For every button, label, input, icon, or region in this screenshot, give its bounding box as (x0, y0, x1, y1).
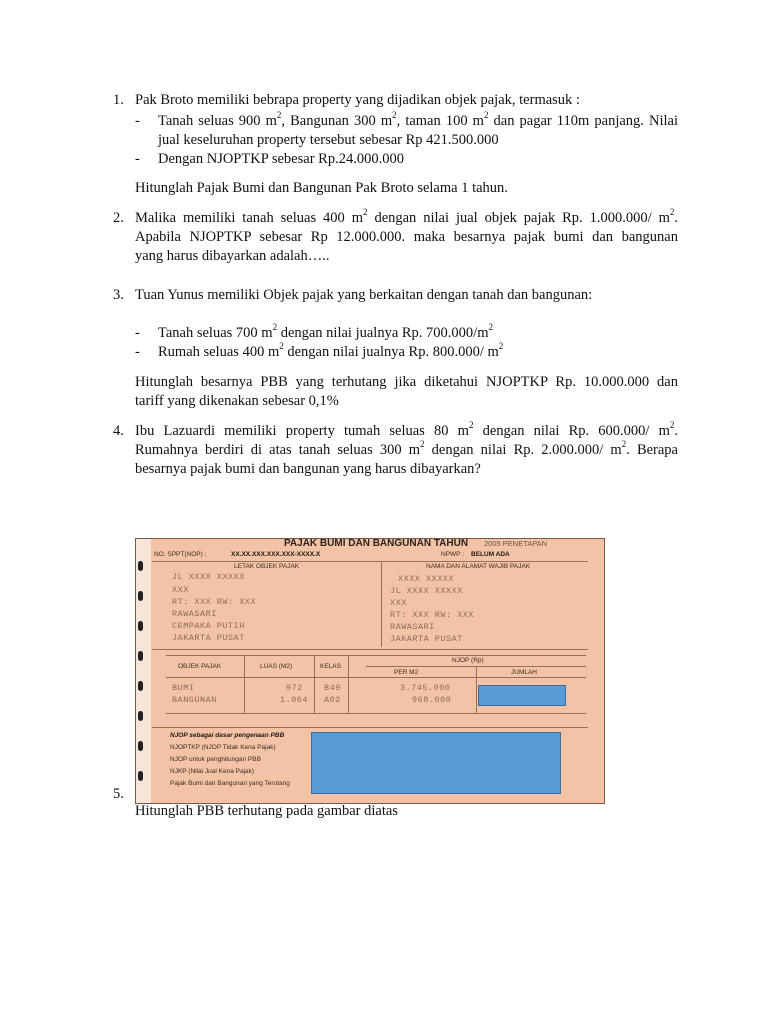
form-title-year: 2005 PENETAPAN (484, 539, 548, 548)
row-objek: BANGUNAN (172, 695, 217, 705)
q2-line-1: Malika memiliki tanah seluas 400 $m^2$ dengan nilai jual objek pajak Rp. 1.000.000/ $m^2$. (135, 207, 678, 226)
summary-item: Pajak Bumi dan Bangunan yang Terutang (170, 780, 290, 787)
perforation-hole (138, 741, 143, 751)
perforation-hole (138, 561, 143, 571)
question-number: 2. (113, 210, 124, 226)
letak-line: CEMPAKA PUTIH (172, 621, 245, 631)
row-per-m2: 3.745.000 (400, 683, 451, 693)
q1-task: Hitunglah Pajak Bumi dan Bangunan Pak Broto selama 1 tahun. (135, 180, 508, 196)
q2-line-3: yang harus dibayarkan adalah….. (135, 248, 330, 264)
pbb-tax-form-image (135, 538, 605, 804)
q3-bullet-1: - Tanah seluas 700 $m^2$ dengan nilai jualnya Rp. $700.000/m^2$ (135, 322, 493, 341)
letak-line: XXX (172, 585, 189, 595)
perforation-hole (138, 591, 143, 601)
redacted-summary-box (311, 732, 561, 794)
redacted-jumlah-box (478, 685, 566, 706)
question-intro: Pak Broto memiliki bebrapa property yang dijadikan objek pajak, termasuk : (135, 92, 580, 108)
form-perforated-edge (136, 539, 151, 803)
question-number: 1. (113, 92, 124, 108)
npwp-label: NPWP : (441, 551, 464, 558)
wp-line: JL XXXX XXXXX (390, 586, 463, 596)
q1-bullet-1: - Tanah seluas 900 $m^2$, Bangunan 300 $m^2$, taman 100 $m^2$ dan pagar 110m panjang. Nilai jual keseluruhan property tersebut sebesar Rp 421.500.000 (135, 110, 678, 148)
form-title: PAJAK BUMI DAN BANGUNAN TAHUN (284, 538, 469, 549)
row-kelas: B49 (324, 683, 341, 693)
summary-item: NJOPTKP (NJOP Tidak Kena Pajak) (170, 744, 276, 751)
q4-line-3: besarnya pajak bumi dan bangunan yang harus dibayarkan? (135, 461, 481, 477)
q4-line-2: Rumahnya berdiri di atas tanah seluas 300 $m^2$ dengan nilai Rp. 2.000.000/ $m^2$. Berapa (135, 439, 678, 458)
q5-task: Hitunglah PBB terhutang pada gambar diatas (135, 803, 398, 819)
letak-line: RAWASARI (172, 609, 217, 619)
wp-line: XXXX XXXXX (398, 574, 455, 584)
q1-bullet-1-line-2: jual keseluruhan property tersebut sebesar Rp 421.500.000 (158, 132, 499, 148)
row-objek: BUMI (172, 683, 195, 693)
perforation-hole (138, 651, 143, 661)
col-jumlah: JUMLAH (511, 669, 538, 676)
summary-title: NJOP sebagai dasar pengenaan PBB (170, 732, 285, 739)
q1-bullet-1-line-1: Tanah seluas 900 $m^2$, Bangunan 300 $m^2$, taman 100 $m^2$ dan pagar 110m panjang. Nilai (158, 110, 678, 129)
summary-item: NJOP untuk penghitungan PBB (170, 756, 261, 763)
question-5-number: 5. (113, 786, 124, 802)
letak-line: JL XXXX XXXXX (172, 572, 245, 582)
sppt-value: XX.XX.XXX.XXX.XXX-XXXX.X (231, 551, 321, 558)
letak-objek-label: LETAK OBJEK PAJAK (234, 563, 300, 570)
perforation-hole (138, 711, 143, 721)
question-2 (113, 209, 678, 269)
question-intro: Tuan Yunus memiliki Objek pajak yang berkaitan dengan tanah dan bangunan: (135, 287, 593, 303)
col-per-m2: PER M2 (394, 669, 419, 676)
perforation-hole (138, 621, 143, 631)
row-kelas: A02 (324, 695, 341, 705)
sppt-label: NO. SPPT(NOP) : (154, 551, 207, 558)
wp-line: JAKARTA PUSAT (390, 634, 463, 644)
question-number: 3. (113, 287, 124, 303)
wajib-pajak-label: NAMA DAN ALAMAT WAJIB PAJAK (426, 563, 531, 570)
q3-bullet-2: - Rumah seluas 400 $m^2$ dengan nilai jualnya Rp. 800.000/ $m^2$ (135, 341, 504, 360)
question-number: 4. (113, 423, 124, 439)
col-kelas: KELAS (320, 663, 341, 670)
col-luas: LUAS (M2) (260, 663, 293, 670)
q1-bullet-2: - Dengan NJOPTKP sebesar Rp.24.000.000 (135, 150, 678, 169)
col-objek-pajak: OBJEK PAJAK (178, 663, 222, 670)
q1-bullet-2-text: Dengan NJOPTKP sebesar Rp.24.000.000 (158, 151, 404, 167)
letak-line: JAKARTA PUSAT (172, 633, 245, 643)
perforation-hole (138, 771, 143, 781)
letak-line: RT: XXX RW: XXX (172, 597, 257, 607)
question-4 (113, 422, 678, 482)
perforation-hole (138, 681, 143, 691)
summary-item: NJKP (Nilai Jual Kena Pajak) (170, 768, 255, 775)
row-luas: 972 (286, 683, 303, 693)
row-luas: 1.064 (280, 695, 309, 705)
wp-line: RT: XXX RW: XXX (390, 610, 475, 620)
wp-line: RAWASARI (390, 622, 435, 632)
col-njop: NJOP (Rp) (452, 657, 484, 664)
question-3 (113, 286, 678, 306)
q3-task: Hitunglah besarnya PBB yang terhutang jika diketahui NJOPTKP Rp. 10.000.000 dan tariff yang dikenakan sebesar 0,1% (135, 374, 678, 409)
q2-line-2: Apabila NJOPTKP sebesar Rp 12.000.000. maka besarnya pajak bumi dan bangunan (135, 229, 678, 245)
q4-line-1: Ibu Lazuardi memiliki property tumah seluas 80 $m^2$ dengan nilai Rp. 600.000/ $m^2$. (135, 420, 678, 439)
row-per-m2: 968.000 (412, 695, 452, 705)
npwp-value: BELUM ADA (471, 551, 510, 558)
wp-line: XXX (390, 598, 407, 608)
